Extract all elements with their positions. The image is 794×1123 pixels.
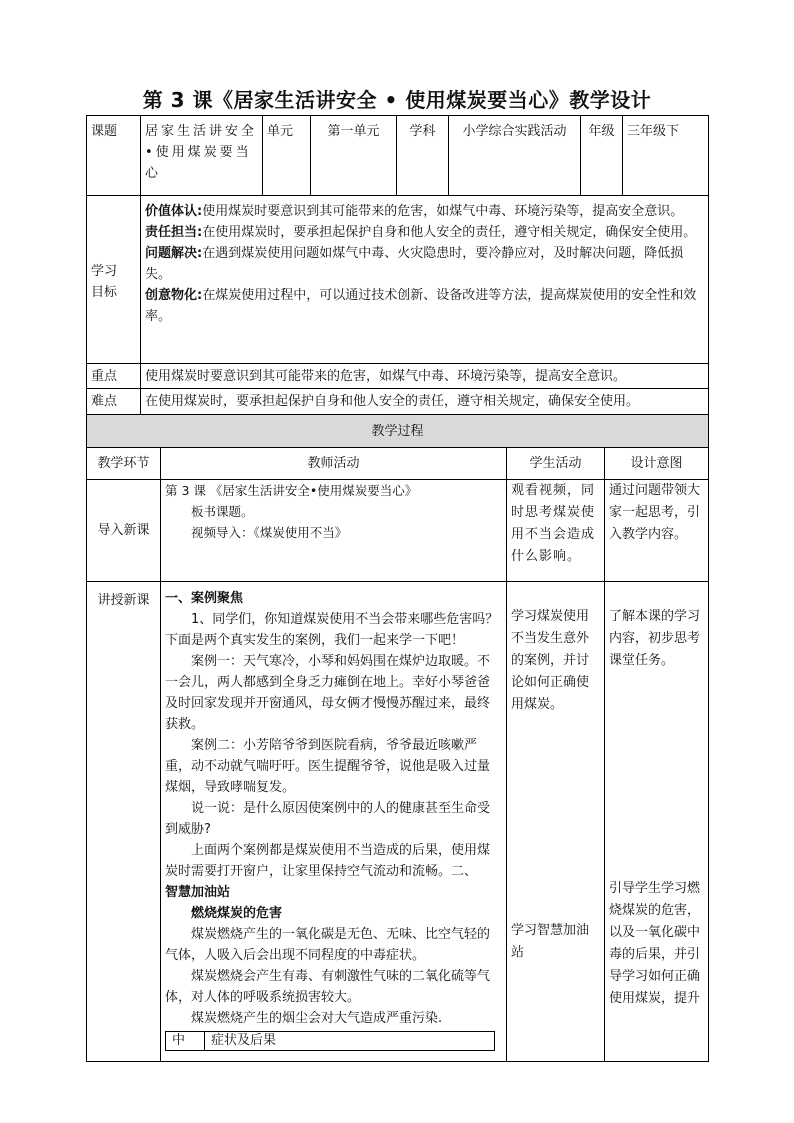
section-heading: 智慧加油站 bbox=[165, 885, 231, 900]
subject-value: 小学综合实践活动 bbox=[449, 116, 581, 196]
objectives-content bbox=[141, 196, 709, 364]
teaching-process-table bbox=[86, 414, 709, 1062]
unit-value: 第一单元 bbox=[311, 116, 397, 196]
column-header: 学生活动 bbox=[507, 448, 605, 480]
difficulty-label: 难点 bbox=[87, 389, 141, 415]
grade-value: 三年级下 bbox=[623, 116, 709, 196]
key-point-text: 使用煤炭时要意识到其可能带来的危害，如煤气中毒、环境污染等，提高安全意识。 bbox=[141, 364, 709, 389]
symptom-col-level: 中 bbox=[166, 1032, 205, 1051]
objective-item: 创意物化:在煤炭使用过程中，可以通过技术创新、设备改进等方法，提高煤炭使用的安全性和效率。 bbox=[145, 288, 697, 324]
lesson-label: 课题 bbox=[87, 116, 141, 196]
section-heading: 一、案例聚焦 bbox=[165, 591, 244, 606]
unit-label: 单元 bbox=[263, 116, 311, 196]
subject-label: 学科 bbox=[397, 116, 449, 196]
column-header: 教师活动 bbox=[161, 448, 507, 480]
key-point-label: 重点 bbox=[87, 364, 141, 389]
lesson-info-table bbox=[86, 115, 709, 415]
student-activity-new: 学习煤炭使用不当发生意外的案例，并讨论如何正确使用煤炭。 学习智慧加油站 bbox=[507, 582, 605, 1062]
symptom-table bbox=[165, 1031, 495, 1051]
objective-item: 责任担当:在使用煤炭时，要承担起保护自身和他人安全的责任，遵守相关规定，确保安全使用。 bbox=[145, 225, 697, 240]
objective-item: 价值体认:使用煤炭时要意识到其可能带来的危害，如煤气中毒、环境污染等，提高安全意识。 bbox=[145, 204, 684, 219]
design-intent-new: 了解本课的学习内容，初步思考课堂任务。 引导学生学习燃烧煤炭的危害，以及一氧化碳中毒的后果，并引导学习如何正确使用煤炭，提升 bbox=[605, 582, 709, 1062]
lesson-value: 居家生活讲安全•使用煤炭要当心 bbox=[141, 116, 263, 196]
symptom-col-result: 症状及后果 bbox=[205, 1032, 495, 1051]
stage-intro: 导入新课 bbox=[87, 480, 161, 582]
objectives-label: 学习 目标 bbox=[87, 196, 141, 364]
design-intent-intro: 通过问题带领大家一起思考，引入教学内容。 bbox=[605, 480, 709, 582]
grade-label: 年级 bbox=[581, 116, 623, 196]
teacher-activity-new: 一、案例聚焦 1、同学们，你知道煤炭使用不当会带来哪些危害吗？下面是两个真实发生的案例，我们一起来学一下吧！ 案例一：天气寒冷，小琴和妈妈围在煤炉边取暖。不一会儿，两人都感到全身乏力瘫倒在地上。幸好小琴爸爸及时回家发现并开窗通风，母女俩才慢慢苏醒过来，最终获救。 案例二：小芳陪爷爷到医院看病，爷爷最近咳嗽严重，动不动就气喘吁吁。医生提醒爷爷，说他是吸入过量煤烟，导致哮喘复发。 说一说：是什么原因使案例中的人的健康甚至生命受到威胁? 上面两个案例都是煤炭使用不当造成的后果，使用煤炭时需要打开窗户，让家里保持空气流动和流畅。二、 智慧加油站 燃烧煤炭的危害 煤炭燃烧产生的一氧化碳是无色、无味、比空气轻的气体，人吸入后会出现不同程度的中毒症状。 煤炭燃烧会产生有毒、有刺激性气味的二氧化硫等气体，对人体的呼吸系统损害较大。 煤炭燃烧产生的烟尘会对大气造成严重污染. 中 症状及后果 bbox=[161, 582, 507, 1062]
stage-new: 讲授新课 bbox=[87, 582, 161, 1062]
teacher-activity-intro: 第 3 课 《居家生活讲安全•使用煤炭要当心》 板书课题。 视频导入：《煤炭使用不当》 bbox=[161, 480, 507, 582]
difficulty-text: 在使用煤炭时，要承担起保护自身和他人安全的责任，遵守相关规定，确保安全使用。 bbox=[141, 389, 709, 415]
objective-item: 问题解决:在遇到煤炭使用问题如煤气中毒、火灾隐患时，要冷静应对，及时解决问题，降低损失。 bbox=[145, 246, 684, 282]
student-activity-intro: 观看视频，同时思考煤炭使用不当会造成什么影响。 bbox=[507, 480, 605, 582]
process-header: 教学过程 bbox=[87, 415, 709, 448]
document-title: 第 3 课《居家生活讲安全 • 使用煤炭要当心》教学设计 bbox=[142, 88, 652, 112]
column-header: 设计意图 bbox=[605, 448, 709, 480]
column-header: 教学环节 bbox=[87, 448, 161, 480]
